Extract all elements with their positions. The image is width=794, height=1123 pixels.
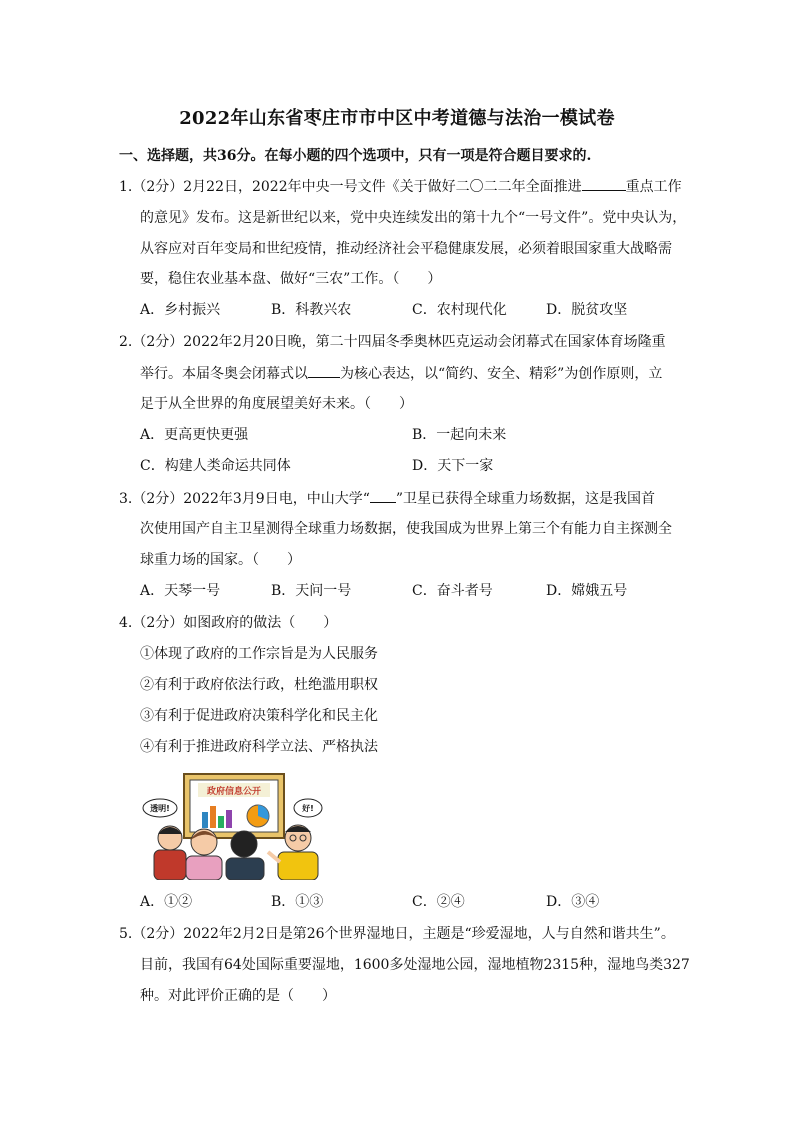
q2-option-d[interactable]: D．天下一家 <box>412 458 494 474</box>
person-left <box>154 826 186 880</box>
q2-option-c[interactable]: C．构建人类命运共同体 <box>140 458 291 474</box>
q3-line-1 <box>119 489 655 508</box>
q2-line-1: 2.（2分）2022年2月20日晚，第二十四届冬季奥林匹克运动会闭幕式在国家体育场隆重 <box>119 334 666 350</box>
q3-option-b[interactable]: B．天问一号 <box>271 583 352 599</box>
q5-line-3: 种。对此评价正确的是（ ） <box>140 988 336 1004</box>
q2-blank <box>308 364 340 378</box>
q2-text-b: 为核心表达，以“简约、安全、精彩”为创作原则，立 <box>340 366 663 382</box>
q1-blank <box>582 177 626 191</box>
q4-item-3: ③有利于促进政府决策科学化和民主化 <box>140 708 378 724</box>
q4-option-b[interactable]: B．①③ <box>271 894 324 910</box>
q1-line-1 <box>119 177 682 196</box>
q3-blank <box>370 489 396 503</box>
q1-option-d[interactable]: D．脱贫攻坚 <box>546 302 628 318</box>
section-heading: 一、选择题，共36分。在每小题的四个选项中，只有一项是符合题目要求的. <box>119 148 592 164</box>
q3-line-2: 次使用国产自主卫星测得全球重力场数据，使我国成为世界上第三个有能力自主探测全 <box>140 521 672 537</box>
right-bubble-text: 好! <box>302 804 314 813</box>
q4-option-a[interactable]: A．①② <box>140 894 193 910</box>
q3-option-a[interactable]: A．天琴一号 <box>140 583 221 599</box>
board-bar-2 <box>210 806 216 828</box>
q2-text-a: 举行。本届冬奥会闭幕式以 <box>140 366 308 382</box>
q4-option-c[interactable]: C．②④ <box>412 894 465 910</box>
q3-option-c[interactable]: C．奋斗者号 <box>412 583 493 599</box>
page-title: 2022年山东省枣庄市市中区中考道德与法治一模试卷 <box>179 108 615 129</box>
q2-option-a[interactable]: A．更高更快更强 <box>140 427 249 443</box>
q4-line-1: 4.（2分）如图政府的做法（ ） <box>119 615 338 631</box>
q2-option-b[interactable]: B．一起向未来 <box>412 427 507 443</box>
q4-item-4: ④有利于推进政府科学立法、严格执法 <box>140 739 378 755</box>
board-bar-4 <box>226 810 232 828</box>
q1-text-b: 重点工作 <box>625 179 682 195</box>
left-bubble-text: 透明! <box>150 804 170 813</box>
board-bar-3 <box>218 816 224 828</box>
q1-option-b[interactable]: B．科教兴农 <box>271 302 352 318</box>
q5-line-2: 目前，我国有64处国际重要湿地，1600多处湿地公园，湿地植物2315种，湿地鸟类327 <box>140 957 690 973</box>
q1-line-4: 要，稳住农业基本盘、做好“三农”工作。（ ） <box>140 271 442 287</box>
board-title: 政府信息公开 <box>206 787 262 797</box>
q4-item-1: ①体现了政府的工作宗旨是为人民服务 <box>140 646 378 662</box>
q1-line-2: 的意见》发布。这是新世纪以来，党中央连续发出的第十九个“一号文件”。党中央认为， <box>140 210 687 226</box>
government-info-cartoon <box>140 772 328 880</box>
q1-line-3: 从容应对百年变局和世纪疫情，推动经济社会平稳健康发展，必须着眼国家重大战略需 <box>140 241 672 257</box>
q3-option-d[interactable]: D．嫦娥五号 <box>546 583 628 599</box>
q1-option-c[interactable]: C．农村现代化 <box>412 302 507 318</box>
q2-line-2 <box>140 364 662 383</box>
q3-line-3: 球重力场的国家。（ ） <box>140 552 301 568</box>
q1-text-a: 1.（2分）2月22日，2022年中央一号文件《关于做好二〇二二年全面推进 <box>119 179 582 195</box>
q3-text-b: ”卫星已获得全球重力场数据，这是我国首 <box>395 491 656 507</box>
q1-option-a[interactable]: A．乡村振兴 <box>140 302 221 318</box>
q4-option-d[interactable]: D．③④ <box>546 894 600 910</box>
q4-item-2: ②有利于政府依法行政，杜绝滥用职权 <box>140 677 378 693</box>
board-bar-1 <box>202 812 208 828</box>
q2-line-3: 足于从全世界的角度展望美好未来。（ ） <box>140 396 413 412</box>
q3-text-a: 3.（2分）2022年3月9日电，中山大学“ <box>119 491 370 507</box>
q5-line-1: 5.（2分）2022年2月2日是第26个世界湿地日，主题是“珍爱湿地，人与自然和谐共生”。 <box>119 926 675 942</box>
